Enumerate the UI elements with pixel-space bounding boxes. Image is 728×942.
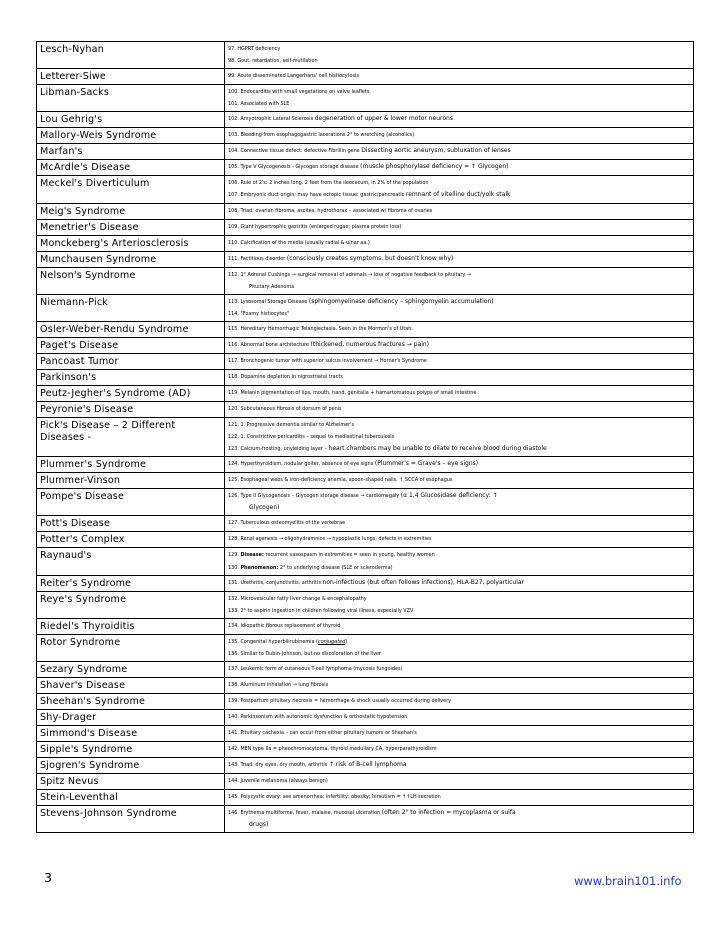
disease-description xyxy=(225,516,694,532)
disease-name: Pancoast Tumor xyxy=(37,353,225,369)
disease-name: Plummer's Syndrome xyxy=(37,457,225,473)
table-row xyxy=(37,618,694,634)
table-row xyxy=(37,267,694,294)
disease-description xyxy=(225,42,694,69)
description-text: 138. Aluminum inhalation → lung fibrosis xyxy=(228,681,329,688)
description-note: (α 1,4 Glucosidase deficiency: ↑ xyxy=(400,492,498,500)
disease-description xyxy=(225,548,694,575)
description-line xyxy=(228,743,689,755)
table-row xyxy=(37,677,694,693)
disease-description xyxy=(225,591,694,618)
disease-name: Pott's Disease xyxy=(37,516,225,532)
description-text: 101. Associated with SLE xyxy=(228,101,290,108)
description-text: 131. Urethritis, conjunctivitis, arthritis xyxy=(228,579,323,586)
description-line xyxy=(228,593,689,605)
description-note: non-infectious (but often follows infections), HLA-B27, polyarticular xyxy=(322,578,525,586)
disease-name: Sheehan's Syndrome xyxy=(37,693,225,709)
disease-description xyxy=(225,789,694,805)
description-text: 102. Amyotrophic Lateral Sclerosis xyxy=(228,116,315,123)
description-text: 120. Subcutaneous fibrosis of dorsum of penis xyxy=(228,405,342,412)
disease-name: Simmond's Disease xyxy=(37,725,225,741)
table-row xyxy=(37,235,694,251)
disease-name: Osler-Weber-Rendu Syndrome xyxy=(37,321,225,337)
description-text: 100. Endocarditis with small vegetations on valve leaflets xyxy=(228,89,370,96)
disease-description xyxy=(225,773,694,789)
disease-description xyxy=(225,677,694,693)
description-line xyxy=(228,490,689,502)
disease-description xyxy=(225,575,694,591)
description-line xyxy=(228,308,689,320)
description-text: 117. Bronchogenic tumor with superior sulcus involvement → Horner's Syndrome xyxy=(228,357,427,364)
page-number: 3 xyxy=(44,870,52,885)
table-row xyxy=(37,112,694,128)
description-text: 128. Renal agenesis → oligohydramnios → hypoplastic lungs, defects in extremities xyxy=(228,536,432,543)
description-note: heart chambers may be unable to dilate to receive blood during diastole xyxy=(328,445,547,453)
disease-description xyxy=(225,85,694,112)
description-text: 104. Connective tissue defect: defective Fibrillin gene xyxy=(228,148,362,155)
disease-description xyxy=(225,473,694,489)
description-note: degeneration of upper & lower motor neurons xyxy=(314,115,453,123)
table-row xyxy=(37,548,694,575)
description-line xyxy=(228,371,689,383)
description-line xyxy=(228,86,689,98)
table-row xyxy=(37,369,694,385)
description-note: (sphingomyelinase deficiency – sphingomyelin accumulation) xyxy=(308,297,494,305)
disease-name: Raynaud's xyxy=(37,548,225,575)
disease-name: Munchausen Syndrome xyxy=(37,251,225,267)
disease-name: Monckeberg's Arteriosclerosis xyxy=(37,235,225,251)
description-note: Glycogen) xyxy=(249,504,280,512)
disease-name: Potter's Complex xyxy=(37,532,225,548)
description-line xyxy=(228,791,689,803)
disease-description xyxy=(225,385,694,401)
description-line xyxy=(228,679,689,691)
description-text: conjugated xyxy=(317,638,346,645)
disease-name: Peutz-Jegher's Syndrome (AD) xyxy=(37,385,225,401)
description-line xyxy=(228,807,689,819)
disease-description xyxy=(225,353,694,369)
disease-description xyxy=(225,805,694,832)
description-text: 110. Calcification of the media (usually radial & ulnar aa.) xyxy=(228,239,370,246)
disease-description xyxy=(225,337,694,353)
description-text: 115. Hereditary Hemorrhagic Telangiectasia. Seen in the Mormon's of Utah. xyxy=(228,325,413,332)
disease-description xyxy=(225,417,694,456)
description-text: 113. Lysosomal Storage Disease xyxy=(228,298,309,305)
disease-description xyxy=(225,661,694,677)
disease-name: Spitz Nevus xyxy=(37,773,225,789)
disease-description xyxy=(225,219,694,235)
description-text: 108. Triad: ovarian fibroma, ascites, hydrothorax – associated w/ fibroma of ovaries xyxy=(228,207,433,214)
description-text: 106. Rule of 2's: 2 inches long, 2 feet from the ileocecum, in 2% of the population xyxy=(228,180,429,187)
disease-description xyxy=(225,128,694,144)
description-note: (consciously creates symptoms, but doesn't know why) xyxy=(286,254,454,262)
table-row xyxy=(37,203,694,219)
table-row xyxy=(37,661,694,677)
description-text: Phenomenon: xyxy=(240,564,279,571)
description-line xyxy=(228,387,689,399)
description-line xyxy=(228,237,689,249)
description-text: 112. 1° Adrenal Cushings → surgical removal of adrenals → loss of negative feedback to pituitary → xyxy=(228,271,471,278)
disease-description xyxy=(225,235,694,251)
disease-name: Riedel's Thyroiditis xyxy=(37,618,225,634)
eponym-table xyxy=(36,41,694,833)
table-row xyxy=(37,42,694,69)
disease-name: Niemann-Pick xyxy=(37,294,225,321)
description-line xyxy=(228,727,689,739)
description-text: 105. Type V Glycogenosis - Glycogen storage disease xyxy=(228,164,361,171)
disease-description xyxy=(225,69,694,85)
table-row xyxy=(37,709,694,725)
description-text: 122. 1. Constrictive pericarditis – sequel to mediastinal tuberculosis xyxy=(228,434,395,441)
description-text: 116. Abnormal bone architecture xyxy=(228,341,311,348)
table-row xyxy=(37,417,694,456)
table-row xyxy=(37,789,694,805)
disease-name: Sezary Syndrome xyxy=(37,661,225,677)
description-note: ↑ risk of B-cell lymphoma xyxy=(328,760,407,768)
description-line xyxy=(228,431,689,443)
table-row xyxy=(37,489,694,516)
description-note: (thickened, numerous fractures → pain) xyxy=(310,340,430,348)
table-row xyxy=(37,401,694,417)
table-row xyxy=(37,693,694,709)
table-row xyxy=(37,575,694,591)
disease-description xyxy=(225,203,694,219)
description-text: 136. Similar to Dubin-Johnson, but no discoloration of the liver xyxy=(228,650,382,657)
table-row xyxy=(37,176,694,203)
description-line xyxy=(228,443,689,455)
description-line xyxy=(228,577,689,589)
description-note: (muscle phosphorylase deficiency = ↑ Glycogen) xyxy=(360,163,509,171)
disease-description xyxy=(225,294,694,321)
description-text: 121. 1. Progressive dementia similar to Alzheimer's xyxy=(228,421,354,428)
description-note: Dissecting aortic aneurysm, subluxation of lenses xyxy=(361,147,511,155)
disease-description xyxy=(225,693,694,709)
description-text: 132. Microvesicular fatty liver change & encephalopathy xyxy=(228,595,367,602)
disease-description xyxy=(225,741,694,757)
description-line xyxy=(228,296,689,308)
description-text: 137. Leukemic form of cutaneous T-cell lymphoma (mycosis fungoides) xyxy=(228,665,403,672)
description-line xyxy=(228,55,689,67)
description-line xyxy=(228,177,689,189)
table-row xyxy=(37,85,694,112)
table-row xyxy=(37,773,694,789)
disease-description xyxy=(225,634,694,661)
disease-name: Meckel's Diverticulum xyxy=(37,176,225,203)
description-note: (Plummer's = Grave's – eye signs) xyxy=(374,460,479,468)
disease-description xyxy=(225,757,694,773)
description-text: 133. 2° to aspirin ingestion in children following viral illness, especially VZV xyxy=(228,607,414,614)
table-row xyxy=(37,128,694,144)
disease-description xyxy=(225,251,694,267)
disease-name: Rotor Syndrome xyxy=(37,634,225,661)
disease-description xyxy=(225,321,694,337)
description-line xyxy=(228,189,689,201)
description-line xyxy=(228,129,689,141)
disease-name: Lou Gehrig's xyxy=(37,112,225,128)
disease-name: Pick's Disease – 2 Different Diseases - xyxy=(37,417,225,456)
disease-description xyxy=(225,618,694,634)
disease-name: Plummer-Vinson xyxy=(37,473,225,489)
description-line xyxy=(228,339,689,351)
description-line xyxy=(228,759,689,771)
description-line xyxy=(228,113,689,125)
description-text: Pituitary Adenoma xyxy=(249,283,295,290)
website-link[interactable]: www.brain101.info xyxy=(574,874,682,888)
description-text: 142. MEN type IIa = pheochromocytoma, thyroid medullary CA, hyperparathyroidism xyxy=(228,745,437,752)
table-row xyxy=(37,251,694,267)
description-line xyxy=(228,43,689,55)
disease-description xyxy=(225,369,694,385)
description-text: 135. Congenital hyperbilirubinemia ( xyxy=(228,638,318,645)
description-line xyxy=(228,355,689,367)
description-line xyxy=(228,695,689,707)
description-text: 125. Esophageal webs & iron-deficiency anemia, spoon-shaped nails, ↑ SCCA of esophagus xyxy=(228,477,453,484)
description-line xyxy=(228,221,689,233)
description-text: recurrent vasospasm in extremities = seen in young, healthy women xyxy=(263,552,435,559)
description-line xyxy=(228,474,689,486)
description-text: 111. Factitious disorder xyxy=(228,255,287,262)
description-text: 97. HGPRT deficiency xyxy=(228,46,281,52)
table-row xyxy=(37,69,694,85)
disease-description xyxy=(225,401,694,417)
description-line xyxy=(228,323,689,335)
table-row xyxy=(37,532,694,548)
disease-description xyxy=(225,457,694,473)
description-line xyxy=(228,819,689,831)
description-text: 126. Type II Glycogenosis – Glycogen storage disease → cardiomegaly xyxy=(228,493,401,500)
disease-name: Menetrier's Disease xyxy=(37,219,225,235)
description-text: 145. Polycystic ovary: see amenorrhea; infertility; obesity; hirsutism = ↑↑LH secretion xyxy=(228,793,441,800)
description-text: Disease: xyxy=(240,552,264,559)
description-line xyxy=(228,269,689,281)
table-row xyxy=(37,741,694,757)
table-row xyxy=(37,321,694,337)
description-line xyxy=(228,145,689,157)
disease-name: Reye's Syndrome xyxy=(37,591,225,618)
description-line xyxy=(228,663,689,675)
description-line xyxy=(228,458,689,470)
disease-description xyxy=(225,267,694,294)
disease-name: Marfan's xyxy=(37,144,225,160)
description-text: 109. Giant hypertrophic gastritis (enlarged rugae; plasma protein loss) xyxy=(228,223,402,230)
description-text: 141. Pituitary cachexia – can occur from either pituitary tumors or Sheehan's xyxy=(228,729,417,736)
table-row xyxy=(37,353,694,369)
disease-name: Paget's Disease xyxy=(37,337,225,353)
description-line xyxy=(228,70,689,82)
description-text: 107. Embryonic duct origin; may have ectopic tissue: gastric/pancreatic xyxy=(228,192,406,199)
description-text: 143. Triad: dry eyes, dry mouth, arthritis xyxy=(228,761,329,768)
description-line xyxy=(228,605,689,617)
disease-name: Letterer-Siwe xyxy=(37,69,225,85)
table-row xyxy=(37,144,694,160)
table-row xyxy=(37,337,694,353)
description-line xyxy=(228,549,689,561)
table-row xyxy=(37,457,694,473)
description-note: remnant of vitelline duct/yolk stalk xyxy=(405,191,511,199)
description-line xyxy=(228,161,689,173)
disease-name: Parkinson's xyxy=(37,369,225,385)
disease-name: Reiter's Syndrome xyxy=(37,575,225,591)
description-line xyxy=(228,648,689,660)
description-line xyxy=(228,562,689,574)
disease-description xyxy=(225,112,694,128)
disease-description xyxy=(225,725,694,741)
disease-description xyxy=(225,144,694,160)
description-text: 124. Hyperthyroidism, nodular goiter, absence of eye signs xyxy=(228,461,375,468)
disease-name: Meig's Syndrome xyxy=(37,203,225,219)
description-text: 2° to underlying disease (SLE or scleroderma) xyxy=(278,564,393,571)
table-row xyxy=(37,591,694,618)
table-row xyxy=(37,805,694,832)
description-text: ) xyxy=(345,638,348,645)
table-row xyxy=(37,516,694,532)
description-text: 129. xyxy=(228,552,241,559)
eponym-table-container xyxy=(36,41,694,833)
table-row xyxy=(37,219,694,235)
disease-description xyxy=(225,532,694,548)
disease-name: Mallory-Weis Syndrome xyxy=(37,128,225,144)
description-text: 134. Idiopathic fibrous replacement of thyroid xyxy=(228,622,341,629)
description-line xyxy=(228,281,689,293)
description-text: 127. Tuberculous osteomyelitis of the vertebrae xyxy=(228,520,346,527)
description-text: 140. Parkinsonism with autonomic dysfunction & orthostatic hypotension xyxy=(228,713,408,720)
description-line xyxy=(228,775,689,787)
description-line xyxy=(228,502,689,514)
disease-name: Nelson's Syndrome xyxy=(37,267,225,294)
table-row xyxy=(37,385,694,401)
description-line xyxy=(228,205,689,217)
description-line xyxy=(228,253,689,265)
description-line xyxy=(228,533,689,545)
description-line xyxy=(228,636,689,648)
disease-name: Lesch-Nyhan xyxy=(37,42,225,69)
description-line xyxy=(228,419,689,431)
disease-name: McArdle's Disease xyxy=(37,160,225,176)
description-text: 119. Melanin pigmentation of lips, mouth, hand, genitalia + hamartomatous polyps of small intestine xyxy=(228,389,477,396)
table-row xyxy=(37,725,694,741)
description-text: 123. Calcium-frosting, unyielding layer – xyxy=(228,446,329,453)
table-row xyxy=(37,160,694,176)
description-text: 118. Dopamine depletion in nigrostriatal tracts xyxy=(228,373,343,380)
description-text: 139. Postpartum pituitary necrosis = hemorrhage & shock usually occurred during delivery xyxy=(228,697,452,704)
description-text: 144. Juvenile melanoma (always benign) xyxy=(228,777,328,784)
disease-description xyxy=(225,160,694,176)
table-row xyxy=(37,634,694,661)
disease-name: Shaver's Disease xyxy=(37,677,225,693)
description-text: 103. Bleeding from esophagogastric lacerations 2° to wretching (alcoholics) xyxy=(228,132,415,139)
disease-description xyxy=(225,489,694,516)
description-text: 146. Erythema multiforme, fever, malaise, mucosal ulceration xyxy=(228,809,382,816)
disease-description xyxy=(225,709,694,725)
disease-name: Sjogren's Syndrome xyxy=(37,757,225,773)
description-line xyxy=(228,711,689,723)
description-text: 130. xyxy=(228,564,241,571)
table-row xyxy=(37,294,694,321)
table-body xyxy=(37,42,694,833)
table-row xyxy=(37,473,694,489)
disease-name: Sipple's Syndrome xyxy=(37,741,225,757)
disease-name: Shy-Drager xyxy=(37,709,225,725)
description-note: drugs) xyxy=(249,821,269,829)
disease-name: Stevens-Johnson Syndrome xyxy=(37,805,225,832)
description-line xyxy=(228,403,689,415)
disease-name: Libman-Sacks xyxy=(37,85,225,112)
description-line xyxy=(228,98,689,110)
description-text: 98. Gout, retardation, self-mutilation xyxy=(228,58,318,65)
disease-name: Pompe's Disease xyxy=(37,489,225,516)
description-line xyxy=(228,620,689,632)
description-text: 114. "Foamy histiocytes" xyxy=(228,310,290,317)
disease-name: Stein-Leventhal xyxy=(37,789,225,805)
disease-name: Peyronie's Disease xyxy=(37,401,225,417)
table-row xyxy=(37,757,694,773)
description-line xyxy=(228,517,689,529)
disease-description xyxy=(225,176,694,203)
description-note: (often 2° to infection = mycoplasma or sulfa xyxy=(381,808,516,816)
description-text: 99. Acute disseminated Langerhans' cell histiocytosis xyxy=(228,73,359,80)
